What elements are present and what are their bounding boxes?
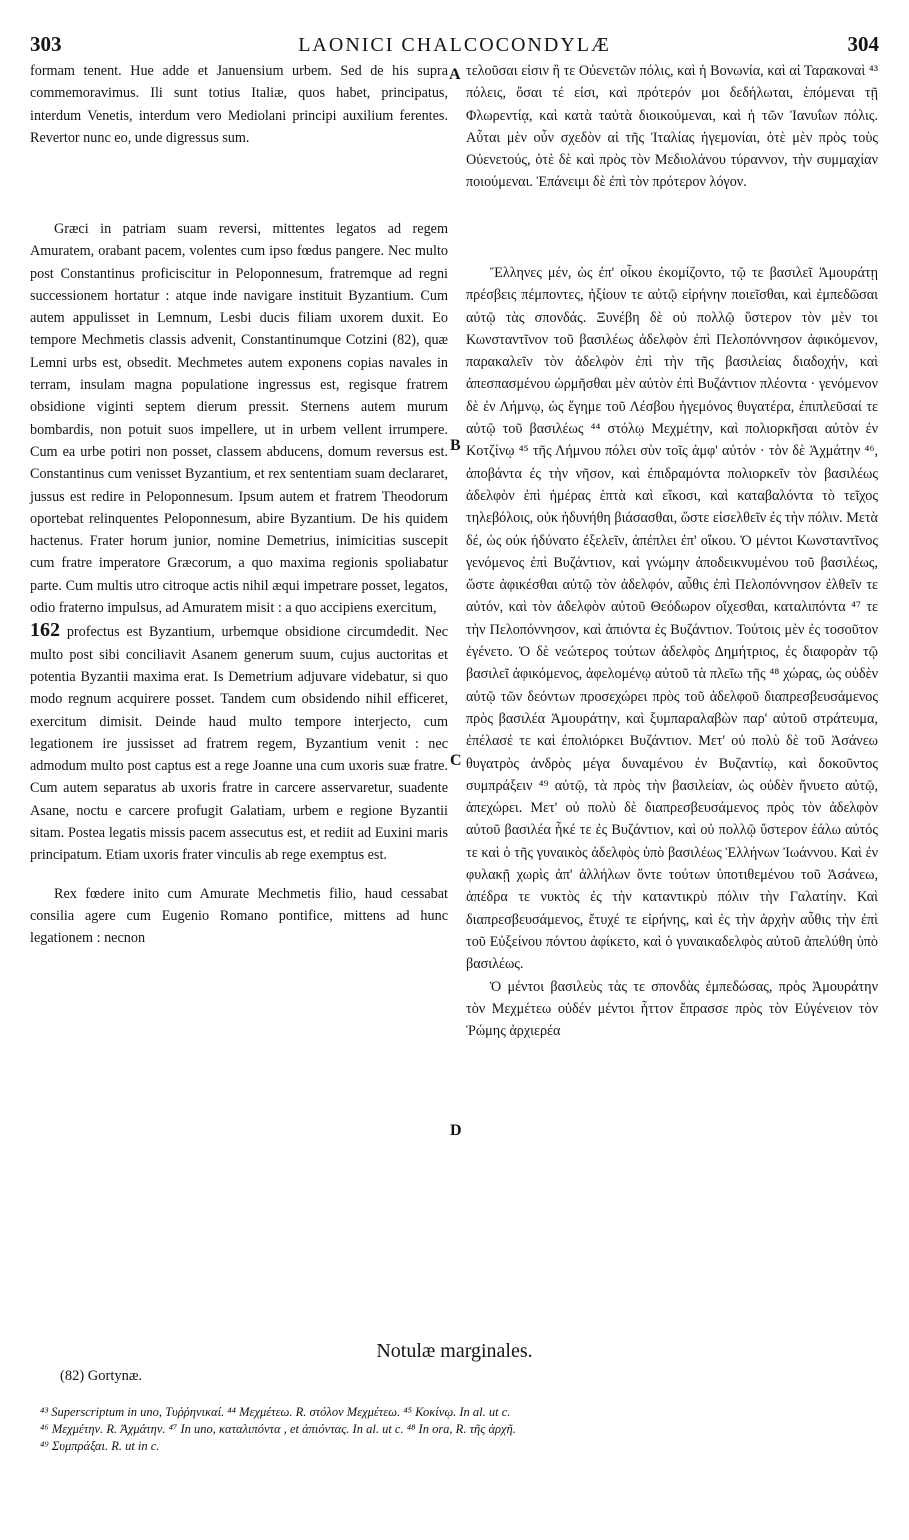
notula-82: (82) Gortynæ. <box>60 1368 143 1384</box>
margin-marker-a: A <box>449 66 461 83</box>
margin-marker-c: C <box>450 752 462 769</box>
footnote-line: ⁴⁹ Συμπράξαι. R. ut in c. <box>40 1439 160 1453</box>
notulae-title: Notulæ marginales. <box>376 1340 533 1362</box>
footnote-line: ⁴³ Superscriptum in uno, Τυῤῥηνικαί. ⁴⁴ Μεχμέτεω. R. στόλον Μεχμέτεω. ⁴⁵ Κοκίνῳ. In al. ut c. <box>40 1405 511 1419</box>
greek-paragraph-3: Ὁ μέντοι βασιλεὺς τὰς τε σπονδὰς ἐμπεδώσας, πρὸς Ἀμουράτην τὸν Μεχμέτεω οὐδέν μέντοι ἧττον ἔπρασσε πρὸς τὸν Εὐγένειον τὸν Ῥώμης ἀρχιερέα <box>466 978 878 1040</box>
greek-paragraph-2: Ἕλληνες μέν, ὡς ἐπ' οἶκου ἐκομίζοντο, τῷ τε βασιλεῖ Ἀμουράτῃ πρέσβεις πέμποντες, ἠξίουν τε αὐτῷ εἰρήνην ποιεῖσθαι, καὶ ἐμπεδῶσαι αὐτῷ τὰς σπονδάς. Ξυνέβη δὲ οὐ πολλῷ ὕστερον τὸν μὲν τοι Κωνσταντῖνον τοῦ βασιλέως ἀδελφὸν ἐπὶ Πελοπόννησον ἀφικόμενον, παρακαλεῖν τὸν ἀδελφὸν ἐπὶ τὴν τῆς βασιλείας διαδοχήν, καὶ ἀπεσπασμένου ὡρμῆσθαι μὲν αὐτὸν ἐπὶ Βυζάντιον πλέοντα · γενόμενον δὲ ἐν Λήμνῳ, ὡς ἔγημε τοῦ Λέσβου ἡγεμόνος θυγατέρα, ἐπιπλεῦσαί τε αὐτῷ τοῦ βασιλέως ⁴⁴ στόλῳ Μεχμέτην, καὶ πολιορκῆσαι αὐτὸν ἐν Κοτζίνῳ ⁴⁵ τῆς Λήμνου πόλει σὺν τοῖς ἀμφ' αὐτόν · τὸν δὲ Ἀχμάτην ⁴⁶, ἀποβάντα ἐς τὴν νῆσον, καὶ ἐπιδραμόντα πολιορκεῖν τὸν βασιλέως ἀδελφὸν ἐπὶ ἡμέρας ἑπτὰ καὶ εἴκοσι, καὶ καταβαλόντα τὸ τεῖχος τηλεβόλοις, οὐκ ἠδυνήθη βιάσασθαι, ὥστε εἰσελθεῖν ἐς τὴν πόλιν. Μετὰ δέ, ὡς οὐκ ἠδύνατο ἐξελεῖν, ἀπέπλει ἐπ' οἴκου. Ὁ μέντοι Κωνσταντῖνος γενόμενος ἐπὶ Βυζάντιον, καὶ γνώμην ἀποδεικνυμένου τοῦ βασιλέως, ὥστε ἀφικέσθαι αὐτῷ τὸν ἀδελφόν, αὖθις ἐπὶ Πελοπόννησον ἐλθεῖν τε αὐτόν, καὶ τὸν ἀδελφὸν αὐτοῦ Θεόδωρον οἴχεσθαι, καταλιπόντα ⁴⁷ τε τὴν Πελοπόννησον, καὶ ἀπιόντα ἐς Βυζάντιον. Τούτοις μὲν ἐς τοσοῦτον ἐγένετο. Ὁ δὲ νεώτερος τούτων ἀδελφὸς Δημήτριος, ἐς διαφορὰν τῷ βασιλεῖ ἀφικόμενος, ἀφελομένῳ αὐτοῦ τὰ πλεῖω τῆς ⁴⁸ χώρας, ὡς οὐδὲν αὐτῷ τῶν δεόντων προσεχώρει πρὸς τοῦ ἀδελφοῦ διαπρεσβευσάμενος πρὸς βασιλέα Ἀμουράτην, καὶ ξυμπαραλαβὼν παρ' αὐτοῦ στράτευμα, ἐπέλασέ τε καὶ ἐπολιόρκει Βυζάντιον. Μετ' οὐ πολὺ δὲ τοῦ Ἀσάνεω θυγατρὸς ἀνδρὸς μέγα δυναμένου ἐν Βυζαντίῳ, καὶ δοκοῦντος συμπράξειν ⁴⁹ αὐτῷ, τὰ πρὸς τὴν βασιλείαν, ὡς οὐδὲν ἤνυετο αὐτῷ, ἀπεχώρει. Μετ' οὐ πολὺ δὲ διαπρεσβευσάμενος πρὸς τὸν ἀδελφὸν αὐτοῦ βασιλέα ἧκέ τε ἐς Βυζάντιον, καὶ οὐ πολλῷ ὕστερον ἑάλω αὐτός τε καὶ ὁ τῆς γυναικὸς ἀδελφὸς ὑπὸ βασιλέως Ἑλλήνων Ἰωάννου. Καὶ ἐν φυλακῇ χωρὶς ἀπ' ἀλλήλων ὄντε τούτων ὑποτιθεμένου τοῦ Ἀσάνεω, ἀπέδρα τε νυκτὸς ἐς τὴν καταντικρὺ πόλιν τὴν Γαλατίην. Καὶ διαπρεσβευσάμενος, ἔτυχέ τε εἰρήνης, καὶ ἐς τὴν ἀρχὴν αὖθις τὴν ἐπὶ τοῦ Εὐξείνου πόντου ἀφίκετο, καὶ ὁ γυναικαδελφὸς αὐτοῦ ἀπελύθη ὑπὸ βασιλέως. <box>466 265 878 973</box>
margin-marker-d: D <box>450 1122 462 1139</box>
page-number-right: 304 <box>847 32 879 56</box>
latin-column <box>30 60 448 149</box>
latin-paragraph-3: Rex fœdere inito cum Amurate Mechmetis filio, haud cessabat consilia agere cum Eugenio Romano pontifice, mittens ad hunc legationem : necnon <box>30 885 448 947</box>
page-number-left: 303 <box>30 32 62 56</box>
latin-paragraph-2b <box>30 619 448 866</box>
running-title: LAONICI CHALCOCONDYLÆ <box>298 34 611 56</box>
footnotes <box>40 1404 880 1455</box>
latin-paragraph-2b-text: profectus est Byzantium, urbemque obsidione circumdedit. Nec multo post sibi conciliavit Asanem generum suum, cujus auctoritas et potentia Byzantii maxima erat. Is Demetrium adjuvare videbatur, si quo modo regnum acquirere posset. Tandem cum obsidendo nihil efficeret, exercitum dimisit. Deinde haud multo tempore interjecto, cum legationem ire jussisset ad fratrem regem, Byzantium venit : nec admodum multo post captus est a rege Joanne una cum uxoris suæ fratre. Cum autem separatus ab uxoris fratre in carcere asservaretur, suadente Asane, noctu e carcere profugit Galatiam, urbem e regione Byzantii sitam. Postea legatis missis pacem assecutus est, et rediit ad Euxini maris principatum. Etiam uxoris frater vinculis ab rege exemptus est. <box>30 624 449 864</box>
footnote-line: ⁴⁶ Μεχμέτην. R. Ἀχμάτην. ⁴⁷ In uno, καταλιπόντα , et ἀπιόντας. In al. ut c. ⁴⁸ In ora, R. τῆς ἀρχῆ. <box>40 1422 516 1436</box>
latin-paragraph-2: Græci in patriam suam reversi, mittentes legatos ad regem Amuratem, orabant pacem, volentes cum ipso fœdus pangere. Nec multo post Constantinus proficiscitur in Peloponnesum, fratremque ad regni successionem hortatur : atque inde navigare instituit Byzantium. Cum autem appulisset in Lemnum, Lesbi ducis filiam uxorem duxit. Eo tempore Mechmetis classis advenit, Constantinumque Cotzini (82), quæ Lemni urbs est, obsedit. Mechmetes autem exponens copias navales in terram, insulam magna populatione ingressus est, regisque fratrem obsidione viginti septem dierum pressit. Sternens autem murum bombardis, non potuit suos impellere, ut in urbem vellent irrumpere. Cum ea urbe potiri non posset, classem abducens, domum reversus est. Constantinus cum venisset Byzantium, et rex sententiam suam declararet, jussus est redire in Peloponnesum. Ipsum autem et fratrem Theodorum oportebat relinquentes Peloponnesum, abire Byzantium. De his quidem hactenus. Frater horum junior, nomine Demetrius, inimicitias suscepit cum fratre imperatore Græcorum, a quo maxima regionis spoliabatur parte. Cum multis utro citroque actis nihil æqui impetrare posset, legatos, odio fraterno impulsus, ad Amuratem misit : a quo accipiens exercitum, <box>30 221 448 617</box>
margin-marker-b: B <box>450 437 461 454</box>
latin-paragraph-1: formam tenent. Hue adde et Januensium urbem. Sed de his supra commemoravimus. Ili sunt totius Italiæ, quos habet, principatus, interdum Venetis, interdum vero Mediolani principi auxilium ferentes. Revertor nunc eo, unde digressus sum. <box>30 63 448 146</box>
greek-paragraph-1: τελοῦσαι εἰσιν ἢ τε Οὐενετῶν πόλις, καὶ ἡ Βονωνία, καὶ αἱ Ταρακοναὶ ⁴³ πόλεις, ὅσαι τέ εἰσι, καὶ πρότερόν μοι δεδήλωται, ἑπόμεναι τῇ Φλωρεντίᾳ, καὶ κατὰ ταὐτὰ διοικούμεναι, καὶ ἡ τῶν Ἰανυΐων πόλις. Αὗται μὲν οὖν σχεδὸν αἱ τῆς Ἰταλίας ἡγεμονίαι, ὁτὲ μὲν πρὸς τοὺς Οὐενετούς, ὁτὲ δὲ καὶ πρὸς τὸν Μεδιολάνου τύραννον, τὴν συμμαχίαν ποιούμεναι. Ἐπάνειμι δὲ ἐπὶ τὸν πρότερον λόγον. <box>466 63 878 191</box>
latin-column-main <box>30 218 448 950</box>
greek-column-main <box>466 262 878 1042</box>
greek-column <box>466 60 878 194</box>
inline-page-number: 162 <box>30 619 60 642</box>
running-header <box>30 32 879 60</box>
